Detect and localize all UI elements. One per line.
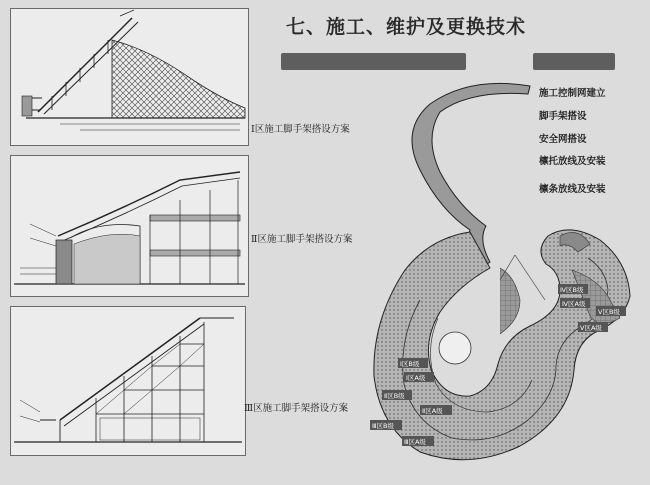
step-item: 施工控制网建立: [539, 88, 606, 99]
plan-label: Ⅴ区B级: [598, 308, 620, 316]
zone2-scaffold-elevation: [14, 172, 245, 284]
plan-label: Ⅴ区A级: [580, 324, 602, 332]
step-item: 檩条放线及安装: [539, 184, 606, 195]
page-title: 七、施工、维护及更换技术: [286, 16, 527, 38]
zone2-caption: Ⅱ区施工脚手架搭设方案: [251, 234, 353, 245]
roof-plan-view: [370, 83, 630, 459]
step-item: 檩托放线及安装: [539, 156, 606, 167]
plan-label: Ⅱ区B级: [384, 392, 405, 400]
plan-label: Ⅲ区A级: [404, 438, 426, 446]
zone1-caption: Ⅰ区施工脚手架搭设方案: [251, 124, 350, 135]
zone1-scaffold-elevation: [22, 10, 245, 130]
plan-label: Ⅰ区A级: [406, 374, 426, 382]
header-bar-right: [533, 53, 615, 70]
plan-label: Ⅲ区B级: [372, 422, 394, 430]
zone3-caption: Ⅲ区施工脚手架搭设方案: [244, 403, 349, 414]
step-item: 脚手架搭设: [539, 111, 587, 122]
plan-label: Ⅳ区A级: [562, 300, 586, 308]
plan-label: Ⅳ区B级: [560, 286, 584, 294]
header-bar-left: [281, 53, 466, 70]
plan-label: Ⅰ区B级: [400, 360, 420, 368]
step-item: 安全网搭设: [539, 134, 587, 145]
plan-label: Ⅱ区A级: [422, 407, 443, 415]
zone3-scaffold-elevation: [14, 318, 242, 442]
